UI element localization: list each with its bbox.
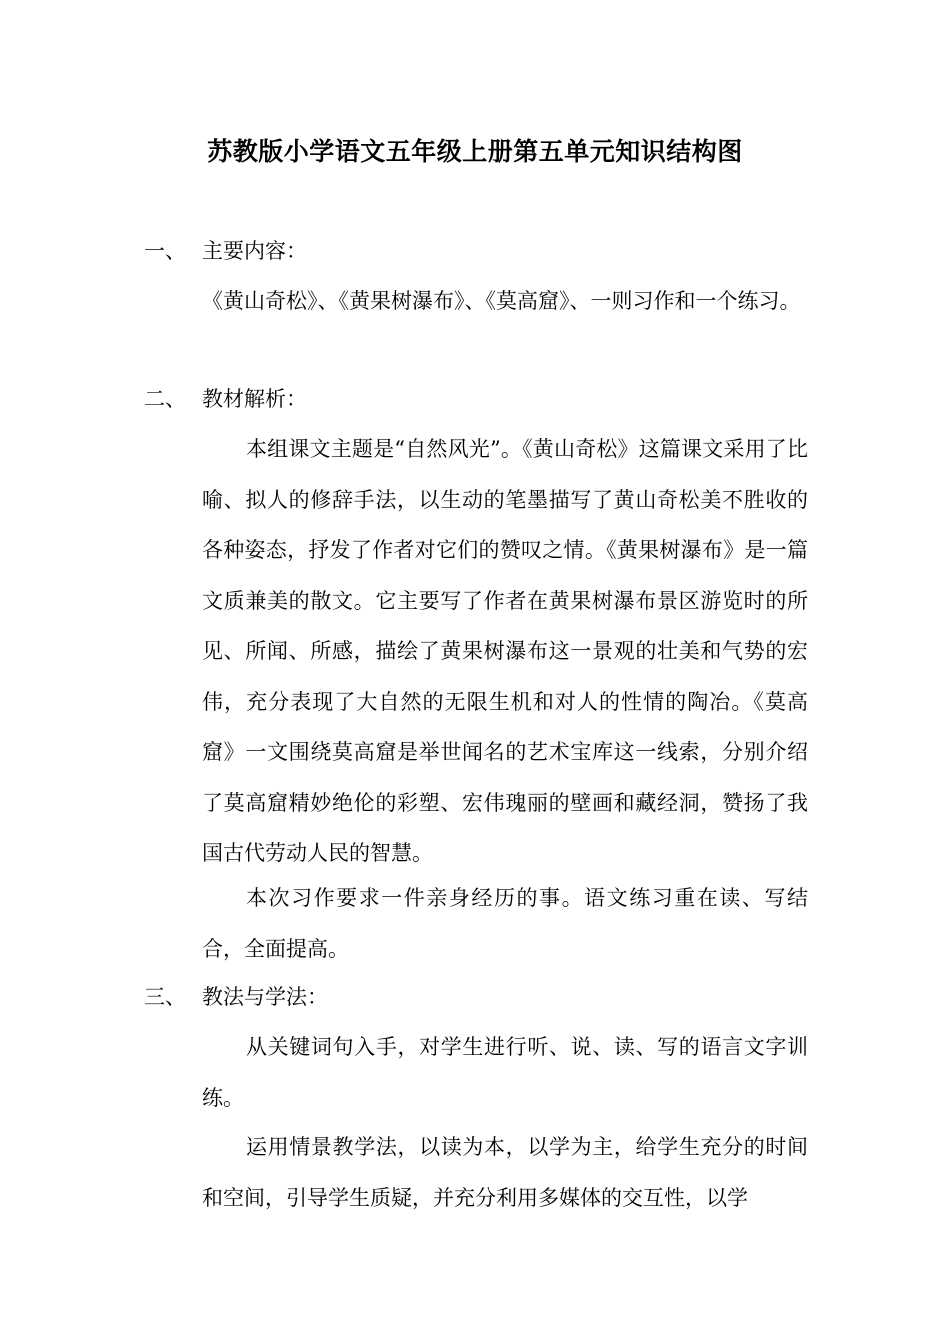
section-2-paragraph-2: 本次习作要求一件亲身经历的事。语文练习重在读、写结合，全面提高。: [202, 886, 808, 961]
section-3-paragraph-1: 从关键词句入手，对学生进行听、说、读、写的语言文字训练。: [202, 1035, 808, 1110]
section-number-3: 三、: [144, 985, 186, 1009]
section-heading-3: 教法与学法：: [202, 985, 328, 1009]
section-2-paragraph-1: 本组课文主题是“自然风光”。《黄山奇松》这篇课文采用了比喻、拟人的修辞手法，以生动的笔墨描写了黄山奇松美不胜收的各种姿态，抒发了作者对它们的赞叹之情。《黄果树瀑布》是一篇文质兼美的散文。它主要写了作者在黄果树瀑布景区游览时的所见、所闻、所感，描绘了黄果树瀑布这一景观的壮美和气势的宏伟，充分表现了大自然的无限生机和对人的性情的陶冶。《莫高窟》一文围绕莫高窟是举世闻名的艺术宝库这一线索，分别介绍了莫高窟精妙绝伦的彩塑、宏伟瑰丽的壁画和藏经洞，赞扬了我国古代劳动人民的智慧。: [202, 437, 808, 865]
section-heading-2: 教材解析：: [202, 387, 307, 411]
section-heading-1: 主要内容：: [202, 239, 307, 263]
section-number-1: 一、: [144, 239, 186, 263]
document-title: 苏教版小学语文五年级上册第五单元知识结构图: [207, 137, 743, 166]
section-number-2: 二、: [144, 387, 186, 411]
section-1-paragraph-1: 《黄山奇松》、《黄果树瀑布》、《莫高窟》、一则习作和一个练习。: [202, 289, 801, 313]
section-3-paragraph-2: 运用情景教学法，以读为本，以学为主，给学生充分的时间和空间，引导学生质疑，并充分利用多媒体的交互性，以学: [202, 1135, 808, 1210]
